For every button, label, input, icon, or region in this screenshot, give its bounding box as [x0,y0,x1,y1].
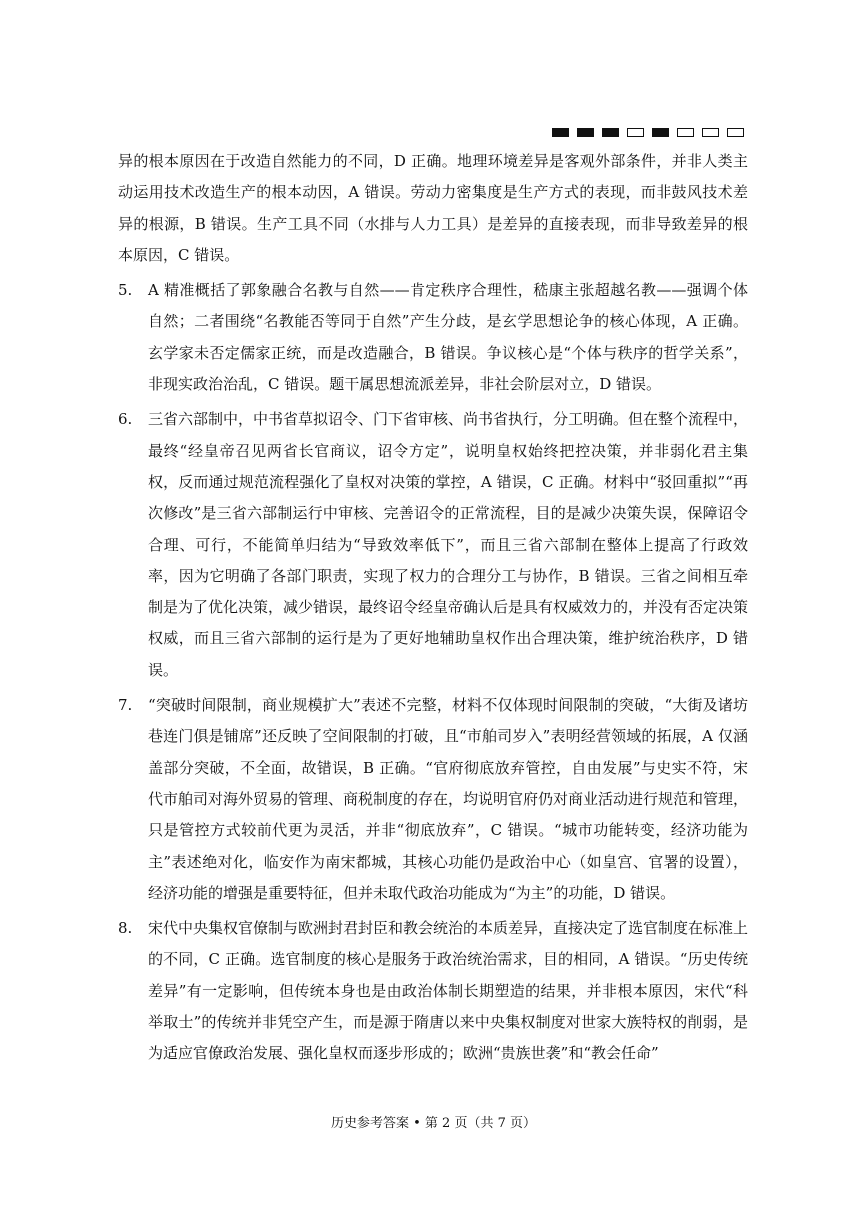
progress-mark [702,128,719,137]
progress-mark [627,128,644,137]
answer-content [118,146,748,1074]
item-text: “突破时间限制，商业规模扩大”表述不完整，材料不仅体现时间限制的突破，“大街及诸坊巷连门俱是铺席”还反映了空间限制的打破，且“市舶司岁入”表明经营领域的拓展，A 仅涵盖部分突破，不全面，故错误，B 正确。“官府彻底放弃管控，自由发展”与史实不符，宋代市舶司对海外贸易的管理、商税制度的存在，均说明官府仍对商业活动进行规范和管理，只是管控方式较前代更为灵活，并非“彻底放弃”，C 错误。“城市功能转变，经济功能为主”表述绝对化，临安作为南宋都城，其核心功能仍是政治中心（如皇宫、官署的设置），经济功能的增强是重要特征，但并未取代政治功能成为“为主”的功能，D 错误。 [148,696,749,902]
answer-item-5 [118,275,748,400]
progress-mark [552,128,569,137]
answer-item-6 [118,404,748,686]
progress-marks [552,128,744,137]
progress-mark [727,128,744,137]
item-text: A 精准概括了郭象融合名教与自然——肯定秩序合理性，嵇康主张超越名教——强调个体自然；二者围绕“名教能否等同于自然”产生分歧，是玄学思想论争的核心体现，A 正确。玄学家未否定儒家正统，而是改造融合，B 错误。争议核心是“个体与秩序的哲学关系”，非现实政治治乱，C 错误。题干属思想流派差异，非社会阶层对立，D 错误。 [148,281,748,394]
answer-item-7 [118,690,748,909]
answer-item-8 [118,913,748,1069]
item-text: 三省六部制中，中书省草拟诏令、门下省审核、尚书省执行，分工明确。但在整个流程中，最终“经皇帝召见两省长官商议，诏令方定”，说明皇权始终把控决策，并非弱化君主集权，反而通过规范流程强化了皇权对决策的掌控，A 错误，C 正确。材料中“驳回重拟”“再次修改”是三省六部制运行中审核、完善诏令的正常流程，目的是减少决策失误，保障诏令合理、可行，不能简单归结为“导致效率低下”，而且三省六部制在整体上提高了行政效率，因为它明确了各部门职责，实现了权力的合理分工与协作，B 错误。三省之间相互牵制是为了优化决策，减少错误，最终诏令经皇帝确认后是具有权威效力的，并没有否定决策权威，而且三省六部制的运行是为了更好地辅助皇权作出合理决策，维护统治秩序，D 错误。 [148,410,749,679]
item-number: 5. [118,281,133,300]
item-number: 7. [118,696,133,715]
item-number: 6. [118,410,133,429]
progress-mark [677,128,694,137]
progress-mark [602,128,619,137]
progress-mark [577,128,594,137]
progress-mark [652,128,669,137]
page-footer: 历史参考答案 • 第 2 页（共 7 页） [330,1116,536,1131]
item-text: 宋代中央集权官僚制与欧洲封君封臣和教会统治的本质差异，直接决定了选官制度在标准上的不同，C 正确。选官制度的核心是服务于政治统治需求，目的相同，A 错误。“历史传统差异”有一定影响，但传统本身也是由政治体制长期塑造的结果，并非根本原因，宋代“科举取士”的传统并非凭空产生，而是源于隋唐以来中央集权制度对世家大族特权的削弱，是为适应官僚政治发展、强化皇权而逐步形成的；欧洲“贵族世袭”和“教会任命” [148,919,749,1063]
item-number: 8. [118,919,133,938]
intro-paragraph: 异的根本原因在于改造自然能力的不同，D 正确。地理环境差异是客观外部条件，并非人类主动运用技术改造生产的根本动因，A 错误。劳动力密集度是生产方式的表现，而非鼓风技术差异的根源，B 错误。生产工具不同（水排与人力工具）是差异的直接表现，而非导致差异的根本原因，C 错误。 [118,152,748,264]
